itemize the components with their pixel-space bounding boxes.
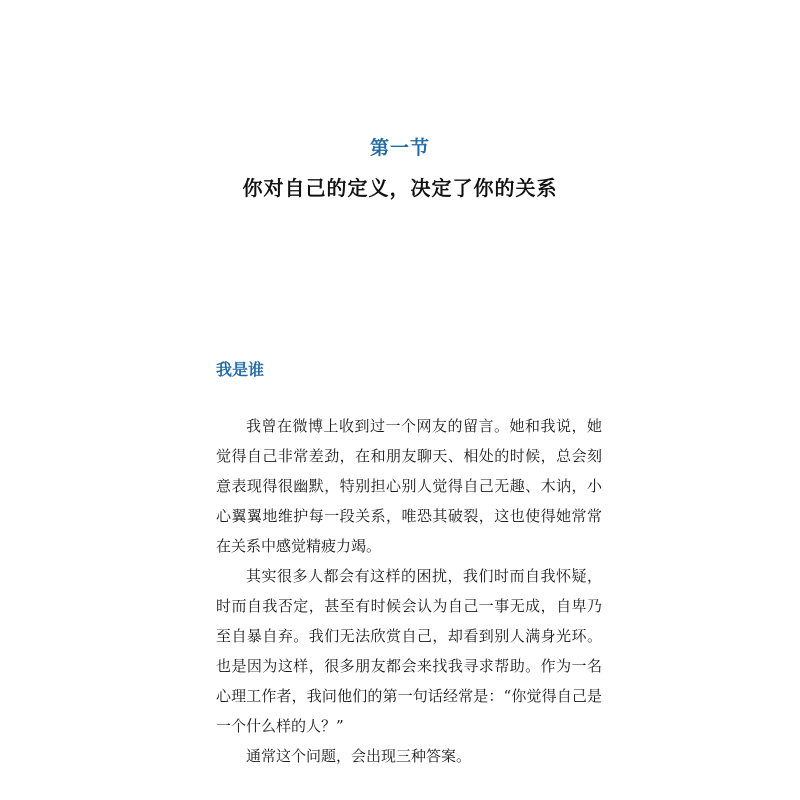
paragraph: 我曾在微博上收到过一个网友的留言。她和我说，她觉得自己非常差劲，在和朋友聊天、相处的时候，总会刻意表现得很幽默，特别担心别人觉得自己无趣、木讷，小心翼翼地维护每一段关系，唯恐其破裂，这也使得她常常在关系中感觉精疲力竭。 (216, 417, 602, 555)
section-label: 第一节 (369, 137, 430, 159)
chapter-title: 你对自己的定义，决定了你的关系 (242, 176, 558, 200)
body-text (216, 411, 602, 771)
paragraph: 其实很多人都会有这样的困扰，我们时而自我怀疑，时而自我否定，甚至有时候会认为自己一事无成，自卑乃至自暴自弃。我们无法欣赏自己，却看到别人满身光环。也是因为这样，很多朋友都会来找我寻求帮助。作为一名心理工作者，我问他们的第一句话经常是：“你觉得自己是一个什么样的人？” (216, 567, 602, 735)
paragraph: 通常这个问题，会出现三种答案。 (246, 747, 472, 765)
sub-heading: 我是谁 (216, 360, 265, 379)
